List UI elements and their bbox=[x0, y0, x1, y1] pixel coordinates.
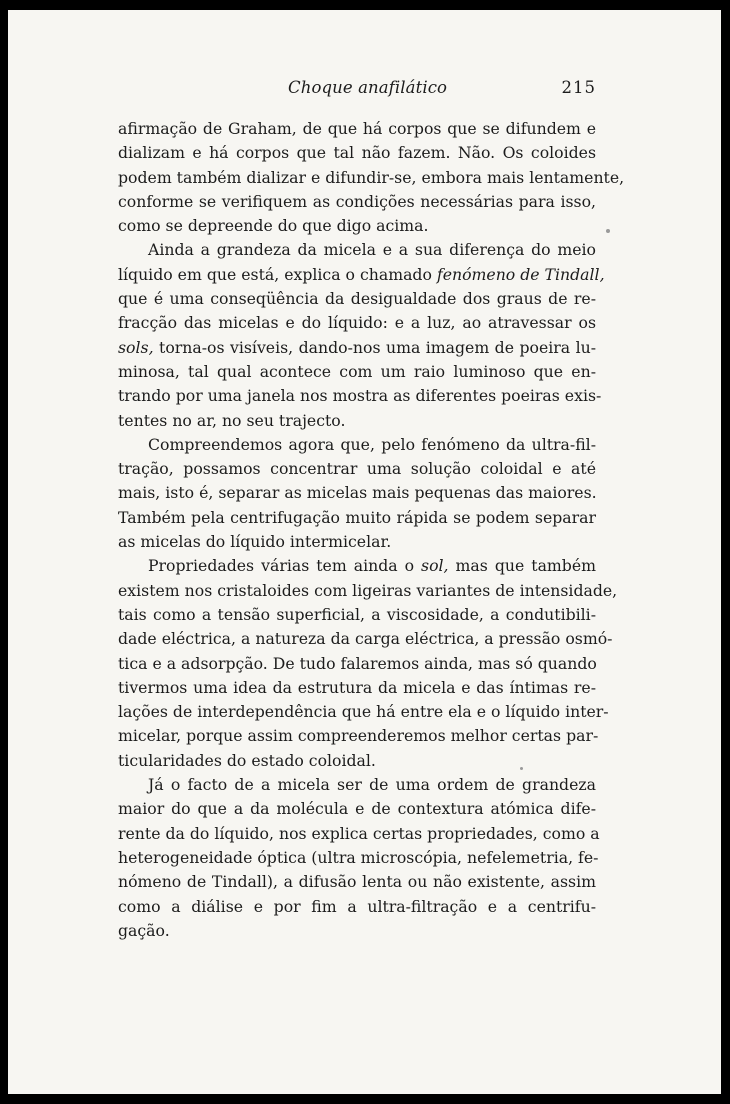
italic-term: sols, bbox=[118, 337, 154, 357]
text-line: podem também dializar e difundir-se, embora mais lentamente, bbox=[118, 167, 625, 187]
page-number: 215 bbox=[561, 78, 596, 97]
text-line: dializam e há corpos que tal não fazem. Não. Os coloides bbox=[118, 143, 596, 163]
text-line: as micelas do líquido intermicelar. bbox=[118, 532, 392, 552]
text-run: Propriedades várias tem ainda o bbox=[148, 556, 422, 576]
running-title: Choque anafilático bbox=[288, 78, 448, 97]
text-line: conforme se verifiquem as condições necessárias para isso, bbox=[118, 191, 596, 211]
text-line: Ainda a grandeza da micela e a sua diferença do meio bbox=[148, 240, 596, 260]
text-line: como a diálise e por fim a ultra-filtração e a centrifu- bbox=[118, 896, 596, 916]
text-line: maior do que a da molécula e de contextura atómica dife- bbox=[118, 799, 596, 819]
text-line bbox=[118, 336, 596, 360]
paragraph bbox=[118, 433, 596, 554]
text-line: existem nos cristaloides com ligeiras variantes de intensidade, bbox=[118, 580, 618, 600]
paragraph bbox=[118, 554, 618, 773]
text-line: tica e a adsorpção. De tudo falaremos ainda, mas só quando bbox=[118, 653, 597, 673]
text-line: lações de interdependência que há entre ela e o líquido inter- bbox=[118, 702, 609, 722]
text-line: Já o facto de a micela ser de uma ordem de grandeza bbox=[148, 775, 596, 795]
text-line bbox=[118, 263, 605, 287]
italic-term: fenómeno de Tindall, bbox=[436, 264, 605, 284]
text-line: minosa, tal qual acontece com um raio luminoso que en- bbox=[118, 361, 596, 381]
page-header bbox=[118, 78, 596, 108]
text-line: mais, isto é, separar as micelas mais pequenas das maiores. bbox=[118, 483, 597, 503]
paragraph bbox=[118, 117, 625, 238]
text-line: Compreendemos agora que, pelo fenómeno da ultra-fil- bbox=[148, 434, 596, 454]
text-line: dade eléctrica, a natureza da carga eléctrica, a pressão osmó- bbox=[118, 629, 613, 649]
text-line: afirmação de Graham, de que há corpos que se difundem e bbox=[118, 119, 596, 138]
text-line: como se depreende do que digo acima. bbox=[118, 216, 429, 236]
text-line: tentes no ar, no seu trajecto. bbox=[118, 410, 346, 430]
text-run: torna-os visíveis, dando-nos uma imagem de poeira lu- bbox=[153, 337, 596, 357]
text-line bbox=[118, 554, 596, 578]
paper-speck bbox=[520, 767, 523, 770]
text-line: tais como a tensão superficial, a viscosidade, a condutibili- bbox=[118, 604, 596, 624]
text-run: mas que também bbox=[448, 556, 596, 576]
text-line: nómeno de Tindall), a difusão lenta ou não existente, assim bbox=[118, 872, 596, 892]
text-line: rente da do líquido, nos explica certas propriedades, como a bbox=[118, 823, 600, 843]
text-run: líquido em que está, explica o chamado bbox=[118, 264, 437, 284]
book-page bbox=[8, 10, 721, 1094]
text-line: ticularidades do estado coloidal. bbox=[118, 750, 376, 770]
paragraph bbox=[118, 238, 605, 432]
text-line: fracção das micelas e do líquido: e a luz, ao atravessar os bbox=[118, 313, 596, 333]
text-line: Também pela centrifugação muito rápida se podem separar bbox=[118, 507, 596, 527]
text-line: tivermos uma idea da estrutura da micela e das íntimas re- bbox=[118, 677, 596, 697]
text-line: que é uma conseqüência da desigualdade dos graus de re- bbox=[118, 289, 596, 309]
text-line: trando por uma janela nos mostra as diferentes poeiras exis- bbox=[118, 386, 602, 406]
paper-speck bbox=[606, 229, 610, 233]
text-line: gação. bbox=[118, 920, 170, 940]
text-line: micelar, porque assim compreenderemos melhor certas par- bbox=[118, 726, 599, 746]
italic-term: sol, bbox=[421, 556, 449, 576]
text-line: heterogeneidade óptica (ultra microscópia, nefelemetria, fe- bbox=[118, 847, 599, 867]
paragraph bbox=[118, 773, 600, 943]
body-text bbox=[118, 117, 625, 943]
text-line: tração, possamos concentrar uma solução coloidal e até bbox=[118, 459, 596, 479]
